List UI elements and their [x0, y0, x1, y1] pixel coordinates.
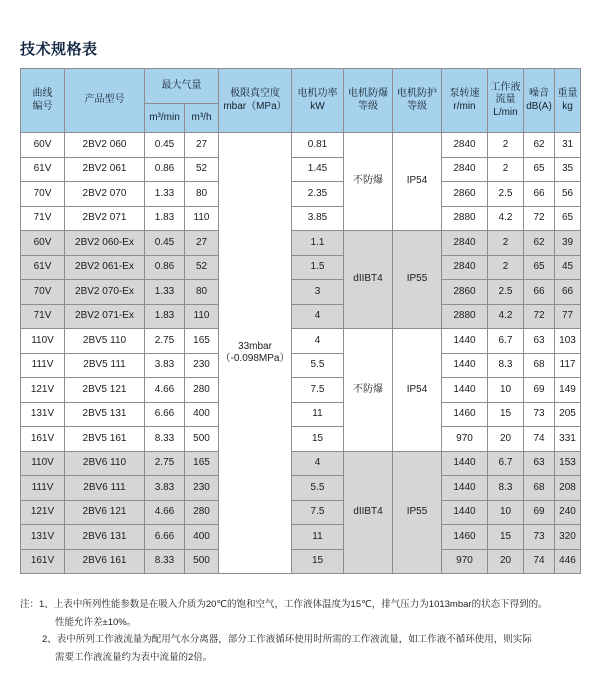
cell-weight: 77 [555, 304, 581, 329]
cell-weight: 35 [555, 157, 581, 182]
cell-curve-no: 131V [21, 525, 65, 550]
cell-curve-no: 60V [21, 231, 65, 256]
cell-vacuum-value: 33mbar （-0.098MPa） [219, 133, 292, 574]
cell-curve-no: 61V [21, 255, 65, 280]
cell-model: 2BV6 161 [65, 549, 145, 574]
cell-weight: 117 [555, 353, 581, 378]
cell-air-m3h: 110 [185, 304, 219, 329]
th-air-m3h: m³/h [185, 104, 219, 133]
cell-pump-speed: 1460 [442, 402, 488, 427]
cell-curve-no: 131V [21, 402, 65, 427]
th-noise: 噪音 dB(A) [524, 69, 555, 133]
cell-air-m3h: 52 [185, 255, 219, 280]
cell-air-m3h: 52 [185, 157, 219, 182]
cell-air-m3min: 1.83 [145, 206, 185, 231]
th-liquid-flow: 工作液 流量 L/min [488, 69, 524, 133]
cell-motor-power: 7.5 [292, 378, 344, 403]
th-vacuum: 极限真空度 mbar（MPa） [219, 69, 292, 133]
cell-pump-speed: 2880 [442, 206, 488, 231]
note-text: 上表中所列性能参数是在吸入介质为20℃的饱和空气，工作液体温度为15℃，排气压力为1013mbar的状态下得到的。 [53, 599, 548, 610]
cell-noise: 73 [524, 402, 555, 427]
cell-weight: 45 [555, 255, 581, 280]
table-row [21, 182, 581, 207]
cell-model: 2BV5 121 [65, 378, 145, 403]
cell-noise: 69 [524, 500, 555, 525]
note-number: 2、 [42, 634, 57, 646]
th-model: 产品型号 [65, 69, 145, 133]
cell-weight: 446 [555, 549, 581, 574]
cell-motor-power: 5.5 [292, 476, 344, 501]
cell-curve-no: 71V [21, 304, 65, 329]
th-pump-speed: 泵转速 r/min [442, 69, 488, 133]
cell-air-m3min: 0.86 [145, 157, 185, 182]
cell-curve-no: 110V [21, 451, 65, 476]
cell-ex-grade: 不防爆 [344, 329, 393, 452]
table-row [21, 427, 581, 452]
cell-air-m3h: 280 [185, 378, 219, 403]
table-body [21, 133, 581, 574]
table-row [21, 402, 581, 427]
table-row [21, 378, 581, 403]
cell-noise: 62 [524, 231, 555, 256]
cell-weight: 39 [555, 231, 581, 256]
cell-noise: 72 [524, 206, 555, 231]
cell-air-m3h: 165 [185, 451, 219, 476]
table-row [21, 133, 581, 158]
cell-liquid-flow: 6.7 [488, 329, 524, 354]
table-row [21, 255, 581, 280]
cell-air-m3min: 8.33 [145, 549, 185, 574]
cell-noise: 69 [524, 378, 555, 403]
cell-liquid-flow: 15 [488, 402, 524, 427]
cell-weight: 240 [555, 500, 581, 525]
cell-curve-no: 70V [21, 280, 65, 305]
notes-section [20, 596, 586, 666]
cell-liquid-flow: 10 [488, 500, 524, 525]
cell-model: 2BV5 111 [65, 353, 145, 378]
cell-weight: 331 [555, 427, 581, 452]
cell-model: 2BV5 110 [65, 329, 145, 354]
cell-liquid-flow: 2.5 [488, 182, 524, 207]
cell-noise: 68 [524, 353, 555, 378]
cell-motor-power: 1.1 [292, 231, 344, 256]
cell-pump-speed: 2840 [442, 133, 488, 158]
technical-spec-table [20, 68, 581, 574]
cell-air-m3min: 8.33 [145, 427, 185, 452]
cell-curve-no: 111V [21, 476, 65, 501]
note-text-continued: 需要工作液流量约为表中流量的2倍。 [55, 651, 213, 663]
cell-noise: 66 [524, 182, 555, 207]
cell-model: 2BV2 070-Ex [65, 280, 145, 305]
cell-motor-power: 4 [292, 329, 344, 354]
cell-weight: 153 [555, 451, 581, 476]
cell-noise: 73 [524, 525, 555, 550]
table-row [21, 476, 581, 501]
cell-liquid-flow: 2 [488, 133, 524, 158]
cell-curve-no: 121V [21, 500, 65, 525]
cell-air-m3h: 110 [185, 206, 219, 231]
cell-air-m3min: 6.66 [145, 525, 185, 550]
cell-motor-power: 11 [292, 402, 344, 427]
cell-motor-power: 1.45 [292, 157, 344, 182]
cell-model: 2BV6 110 [65, 451, 145, 476]
cell-weight: 66 [555, 280, 581, 305]
cell-pump-speed: 1440 [442, 353, 488, 378]
cell-motor-power: 2.35 [292, 182, 344, 207]
th-curve-no: 曲线 编号 [21, 69, 65, 133]
cell-liquid-flow: 4.2 [488, 304, 524, 329]
cell-model: 2BV2 061-Ex [65, 255, 145, 280]
cell-model: 2BV2 070 [65, 182, 145, 207]
cell-motor-power: 0.81 [292, 133, 344, 158]
cell-liquid-flow: 8.3 [488, 353, 524, 378]
table-row [21, 304, 581, 329]
table-row [21, 549, 581, 574]
cell-air-m3min: 4.66 [145, 500, 185, 525]
cell-air-m3min: 2.75 [145, 451, 185, 476]
cell-ex-grade: dIIBT4 [344, 451, 393, 574]
cell-pump-speed: 1440 [442, 451, 488, 476]
table-row [21, 329, 581, 354]
cell-air-m3h: 165 [185, 329, 219, 354]
cell-weight: 149 [555, 378, 581, 403]
table-row [21, 451, 581, 476]
cell-model: 2BV5 131 [65, 402, 145, 427]
cell-noise: 63 [524, 329, 555, 354]
cell-air-m3min: 0.45 [145, 133, 185, 158]
cell-ip-grade: IP54 [393, 329, 442, 452]
cell-motor-power: 7.5 [292, 500, 344, 525]
cell-liquid-flow: 6.7 [488, 451, 524, 476]
cell-pump-speed: 1440 [442, 500, 488, 525]
cell-air-m3min: 0.45 [145, 231, 185, 256]
cell-curve-no: 71V [21, 206, 65, 231]
cell-air-m3h: 500 [185, 549, 219, 574]
cell-pump-speed: 1440 [442, 378, 488, 403]
th-weight: 重量 kg [555, 69, 581, 133]
table-row [21, 525, 581, 550]
cell-air-m3h: 230 [185, 353, 219, 378]
cell-noise: 72 [524, 304, 555, 329]
cell-motor-power: 5.5 [292, 353, 344, 378]
cell-air-m3min: 1.33 [145, 182, 185, 207]
th-motor-power: 电机功率 kW [292, 69, 344, 133]
note-item [20, 596, 586, 614]
cell-liquid-flow: 20 [488, 549, 524, 574]
cell-pump-speed: 2840 [442, 255, 488, 280]
cell-liquid-flow: 2 [488, 231, 524, 256]
cell-pump-speed: 2840 [442, 157, 488, 182]
cell-pump-speed: 1440 [442, 476, 488, 501]
cell-model: 2BV6 111 [65, 476, 145, 501]
table-row [21, 353, 581, 378]
cell-curve-no: 110V [21, 329, 65, 354]
cell-air-m3h: 400 [185, 525, 219, 550]
cell-noise: 62 [524, 133, 555, 158]
cell-liquid-flow: 10 [488, 378, 524, 403]
cell-pump-speed: 970 [442, 549, 488, 574]
cell-air-m3h: 27 [185, 133, 219, 158]
cell-air-m3min: 3.83 [145, 476, 185, 501]
th-ip-grade: 电机防护 等级 [393, 69, 442, 133]
cell-model: 2BV2 061 [65, 157, 145, 182]
cell-ip-grade: IP54 [393, 133, 442, 231]
cell-curve-no: 70V [21, 182, 65, 207]
cell-air-m3min: 3.83 [145, 353, 185, 378]
cell-air-m3min: 4.66 [145, 378, 185, 403]
cell-weight: 31 [555, 133, 581, 158]
cell-air-m3h: 80 [185, 280, 219, 305]
cell-weight: 205 [555, 402, 581, 427]
th-max-air-group: 最大气量 [145, 69, 219, 104]
cell-pump-speed: 1440 [442, 329, 488, 354]
cell-liquid-flow: 2 [488, 157, 524, 182]
cell-ex-grade: dIIBT4 [344, 231, 393, 329]
cell-noise: 65 [524, 157, 555, 182]
cell-model: 2BV5 161 [65, 427, 145, 452]
cell-motor-power: 15 [292, 549, 344, 574]
cell-weight: 208 [555, 476, 581, 501]
cell-noise: 65 [524, 255, 555, 280]
notes-label: 注： [20, 599, 40, 610]
cell-ip-grade: IP55 [393, 451, 442, 574]
table-row [21, 157, 581, 182]
cell-liquid-flow: 2.5 [488, 280, 524, 305]
cell-liquid-flow: 20 [488, 427, 524, 452]
spec-table-container [20, 68, 580, 574]
cell-model: 2BV2 071 [65, 206, 145, 231]
cell-motor-power: 4 [292, 451, 344, 476]
cell-curve-no: 60V [21, 133, 65, 158]
table-header [21, 69, 581, 133]
cell-air-m3min: 1.83 [145, 304, 185, 329]
cell-curve-no: 61V [21, 157, 65, 182]
cell-noise: 63 [524, 451, 555, 476]
note-item [20, 631, 586, 649]
cell-motor-power: 3.85 [292, 206, 344, 231]
cell-pump-speed: 2840 [442, 231, 488, 256]
cell-model: 2BV6 131 [65, 525, 145, 550]
table-row [21, 500, 581, 525]
cell-motor-power: 4 [292, 304, 344, 329]
cell-motor-power: 11 [292, 525, 344, 550]
cell-air-m3min: 6.66 [145, 402, 185, 427]
cell-air-m3h: 500 [185, 427, 219, 452]
th-ex-grade: 电机防爆 等级 [344, 69, 393, 133]
cell-curve-no: 111V [21, 353, 65, 378]
table-row [21, 206, 581, 231]
header-row-main [21, 69, 581, 104]
cell-air-m3h: 80 [185, 182, 219, 207]
cell-weight: 56 [555, 182, 581, 207]
cell-ex-grade: 不防爆 [344, 133, 393, 231]
cell-weight: 103 [555, 329, 581, 354]
cell-air-m3min: 1.33 [145, 280, 185, 305]
cell-model: 2BV2 060 [65, 133, 145, 158]
cell-weight: 320 [555, 525, 581, 550]
cell-pump-speed: 2880 [442, 304, 488, 329]
cell-curve-no: 161V [21, 427, 65, 452]
cell-pump-speed: 2860 [442, 280, 488, 305]
cell-noise: 74 [524, 427, 555, 452]
cell-pump-speed: 2860 [442, 182, 488, 207]
cell-motor-power: 1.5 [292, 255, 344, 280]
cell-curve-no: 121V [21, 378, 65, 403]
table-row [21, 280, 581, 305]
cell-pump-speed: 1460 [442, 525, 488, 550]
cell-curve-no: 161V [21, 549, 65, 574]
cell-noise: 74 [524, 549, 555, 574]
cell-air-m3h: 230 [185, 476, 219, 501]
cell-air-m3h: 400 [185, 402, 219, 427]
cell-air-m3min: 2.75 [145, 329, 185, 354]
cell-model: 2BV2 060-Ex [65, 231, 145, 256]
cell-model: 2BV6 121 [65, 500, 145, 525]
note-text: 表中所列工作液流量为配用气水分离器，部分工作液循环使用时所需的工作液流量，如工作液不循环使用，则实际 [56, 634, 532, 646]
cell-liquid-flow: 2 [488, 255, 524, 280]
cell-air-m3h: 280 [185, 500, 219, 525]
cell-pump-speed: 970 [442, 427, 488, 452]
cell-model: 2BV2 071-Ex [65, 304, 145, 329]
th-air-m3min: m³/min [145, 104, 185, 133]
cell-air-m3h: 27 [185, 231, 219, 256]
cell-liquid-flow: 8.3 [488, 476, 524, 501]
cell-noise: 68 [524, 476, 555, 501]
cell-motor-power: 15 [292, 427, 344, 452]
table-row [21, 231, 581, 256]
cell-liquid-flow: 4.2 [488, 206, 524, 231]
cell-liquid-flow: 15 [488, 525, 524, 550]
cell-weight: 65 [555, 206, 581, 231]
cell-ip-grade: IP55 [393, 231, 442, 329]
page-title: 技术规格表 [20, 41, 98, 58]
cell-air-m3min: 0.86 [145, 255, 185, 280]
cell-noise: 66 [524, 280, 555, 305]
cell-motor-power: 3 [292, 280, 344, 305]
note-number: 1、 [39, 599, 54, 610]
note-text-continued: 性能允许差±10%。 [55, 616, 137, 628]
